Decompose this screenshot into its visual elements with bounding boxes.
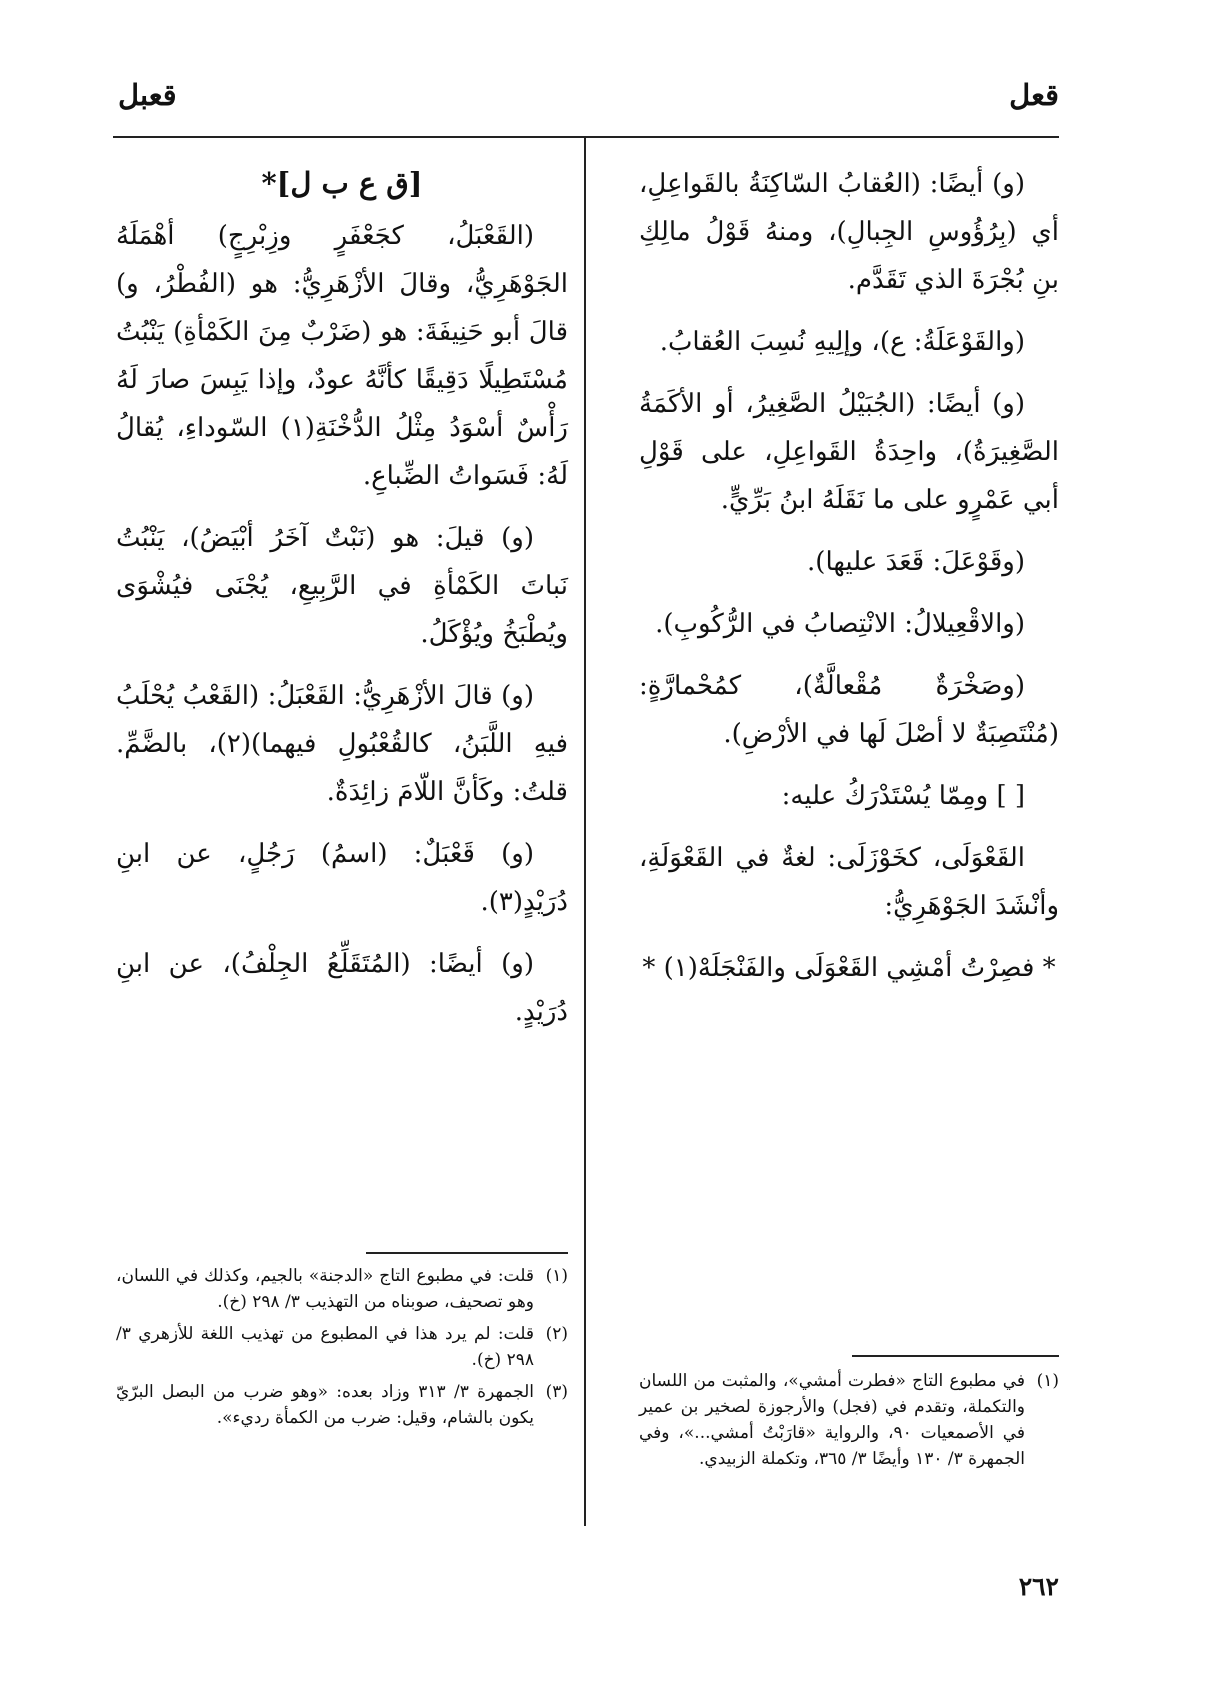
addendum-marker: [ ] ومِمّا يُسْتَدْرَكُ عليه: <box>781 781 1025 811</box>
footnotes-left <box>116 1263 568 1437</box>
entry-paragraph: (والاقْعِيلالُ: الانْتِصابُ في الرُّكُوبِ). <box>655 609 1025 639</box>
entry-paragraph: (وصَخْرَةٌ مُقْعالَّةٌ)، كمُحْمارَّةٍ: (مُنْتَصِبَةٌ لا أصْلَ لَها في الأرْضِ). <box>639 671 1059 749</box>
entry-paragraph: (وقَوْعَلَ: قَعَدَ عليها). <box>807 547 1025 577</box>
footnote-separator-left <box>366 1252 568 1254</box>
running-head-left: قعبل <box>118 78 177 112</box>
footnote-text: قلت: لم يرد هذا في المطبوع من تهذيب اللغة للأزهري ٣/ ٢٩٨ (خ). <box>116 1324 534 1370</box>
entry-paragraph: (و) أيضًا: (المُتَقَلِّعُ الجِلْفُ)، عن ابنِ دُرَيْدٍ. <box>116 949 568 1027</box>
footnote-separator-right <box>852 1355 1059 1357</box>
footnote-number: (٢) <box>545 1324 568 1344</box>
column-divider <box>584 136 586 1526</box>
footnote-text: في مطبوع التاج «فطرت أمشي»، والمثبت من اللسان والتكملة، وتقدم في (فجل) والأرجوزة لصخير بن عمير في الأصمعيات ٩٠، والرواية «قارَبْتُ أمشي...»، وفي الجمهرة ٣/ ١٣٠ وأيضًا ٣/ ٣٦٥، وتكملة الزبيدي. <box>639 1371 1025 1469</box>
verse-line: * فصِرْتُ أمْشِي القَعْوَلَى والفَنْجَلَهْ(١) * <box>642 953 1056 983</box>
root-heading: [ق ع ب ل]* <box>261 166 423 200</box>
page-number: ٢٦٢ <box>1018 1572 1059 1601</box>
footnote-text: الجمهرة ٣/ ٣١٣ وزاد بعده: «وهو ضرب من البصل البرّيّ يكون بالشام، وقيل: ضرب من الكمأة رديء». <box>116 1382 534 1428</box>
entry-paragraph: (و) أيضًا: (العُقابُ السّاكِنَةُ بالقَواعِلِ، أي (بِرُؤُوسِ الجِبالِ)، ومنهُ قَوْلُ مالِكِ بنِ بُجْرَةَ الذي تَقَدَّم. <box>639 169 1059 295</box>
footnote <box>116 1321 568 1373</box>
entry-paragraph: (و) قيلَ: هو (نَبْتٌ آخَرُ أبْيَضُ)، يَنْبُتُ نَباتَ الكَمْأةِ في الرَّبِيعِ، يُجْنَى فيُشْوَى ويُطْبَخُ ويُؤْكَلُ. <box>116 523 568 649</box>
header-rule <box>113 136 1059 138</box>
footnote-number: (١) <box>545 1266 568 1286</box>
entry-paragraph: (و) قَعْبَلٌ: (اسمُ) رَجُلٍ، عن ابنِ دُرَيْدٍ(٣). <box>116 839 568 917</box>
footnote <box>116 1379 568 1431</box>
footnote <box>116 1263 568 1315</box>
footnote-text: قلت: في مطبوع التاج «الدجنة» بالجيم، وكذلك في اللسان، وهو تصحيف، صوبناه من التهذيب ٣/ ٢٩٨ (خ). <box>116 1266 534 1312</box>
running-head-right: قعل <box>1009 78 1059 112</box>
footnote-number: (٣) <box>545 1382 568 1402</box>
footnote-number: (١) <box>1036 1371 1059 1391</box>
footnote <box>639 1368 1059 1472</box>
entry-paragraph: (و) أيضًا: (الجُبَيْلُ الصَّغِيرُ، أو الأكَمَةُ الصَّغِيرَةُ)، واحِدَةُ القَواعِلِ، على قَوْلِ أبي عَمْرٍو على ما نَقَلَهُ ابنُ بَرِّيٍّ. <box>639 389 1059 515</box>
entry-paragraph: (والقَوْعَلَةُ: ع)، وإلِيهِ نُسِبَ العُقابُ. <box>659 327 1025 357</box>
footnotes-right <box>639 1368 1059 1478</box>
right-column <box>639 160 1059 1006</box>
left-column <box>116 160 568 1050</box>
entry-paragraph: القَعْوَلَى، كخَوْزَلَى: لغةٌ في القَعْوَلَةِ، وأنْشَدَ الجَوْهَرِيُّ: <box>639 843 1059 921</box>
entry-paragraph: (و) قالَ الأزْهَرِيُّ: القَعْبَلُ: (القَعْبُ يُحْلَبُ فيهِ اللَّبَنُ، كالقُعْبُولِ فيهما)(٢)، بالضَّمِّ. قلتُ: وكَأنَّ اللّامَ زائِدَةٌ. <box>116 681 569 807</box>
entry-paragraph: (القَعْبَلُ، كجَعْفَرٍ وزِبْرِجٍ) أهْمَلَهُ الجَوْهَرِيُّ، وقالَ الأزْهَرِيُّ: هو (الفُطْرُ، و) قالَ أبو حَنِيفَةَ: هو (ضَرْبٌ مِنَ الكَمْأةِ) يَنْبُتُ مُسْتَطِيلًا دَقِيقًا كأنَّهُ عودٌ، وإذا يَبِسَ صارَ لَهُ رَأْسٌ أسْوَدُ مِثْلُ الدُّخْنَةِ(١) السّوداءِ، يُقالُ لَهُ: فَسَواتُ الضِّباعِ. <box>116 221 568 491</box>
